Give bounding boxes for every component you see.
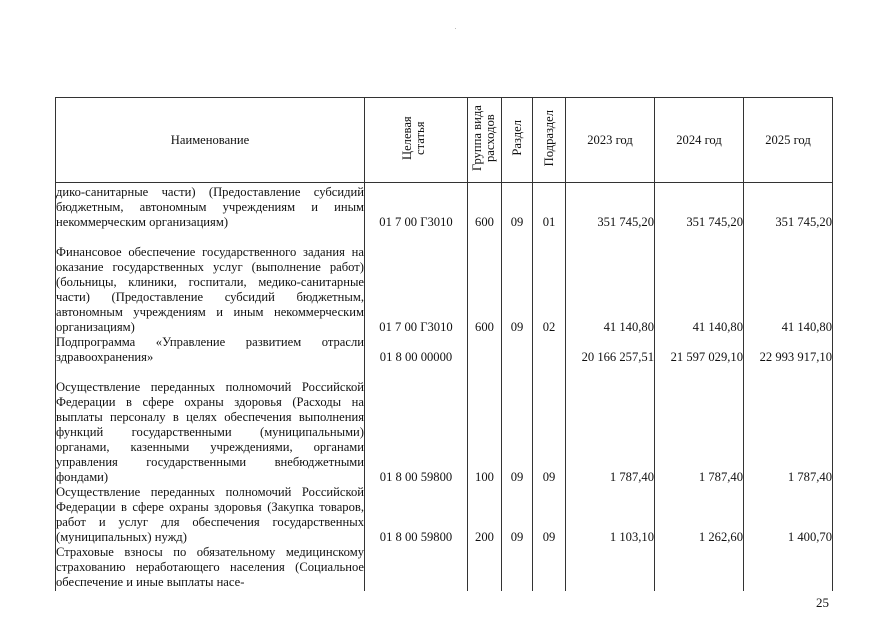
row-section: 09 [502, 365, 533, 485]
row-target-article: 01 8 00 59800 [365, 485, 468, 545]
row-amount-2025: 22 993 917,10 [744, 335, 833, 365]
page-number: 25 [816, 595, 829, 610]
header-subsection: Подраздел [533, 98, 566, 183]
row-subsection [533, 335, 566, 365]
row-target-article: 01 8 00 59800 [365, 365, 468, 485]
header-name: Наименование [56, 98, 365, 183]
row-target-article [365, 545, 468, 591]
row-name: Финансовое обеспечение государственного задания на оказание государственных услуг (выполнение работ) (больницы, клиники, госпитали, медико-санитарные части) (Предоставление субсидий бюджетным, автономным учреждениям и иным некоммерческим организациям) [56, 230, 365, 335]
row-amount-2025: 1 400,70 [744, 485, 833, 545]
row-subsection: 09 [533, 365, 566, 485]
header-section: Раздел [502, 98, 533, 183]
row-amount-2023: 1 787,40 [566, 365, 655, 485]
row-amount-2025 [744, 545, 833, 591]
row-section [502, 335, 533, 365]
header-2024: 2024 год [655, 98, 744, 183]
header-2025: 2025 год [744, 98, 833, 183]
table-row [56, 485, 833, 545]
row-amount-2024: 21 597 029,10 [655, 335, 744, 365]
row-section [502, 545, 533, 591]
row-amount-2023: 41 140,80 [566, 230, 655, 335]
row-amount-2024: 1 787,40 [655, 365, 744, 485]
table-row [56, 335, 833, 365]
row-amount-2025: 41 140,80 [744, 230, 833, 335]
row-expense-group: 600 [468, 230, 502, 335]
row-section: 09 [502, 230, 533, 335]
row-amount-2023: 20 166 257,51 [566, 335, 655, 365]
row-name: Подпрограмма «Управление развитием отрасли здравоохранения» [56, 334, 364, 364]
header-target-article: Целевая статья [365, 98, 468, 183]
row-subsection [533, 545, 566, 591]
row-amount-2024 [655, 545, 744, 591]
row-section: 09 [502, 183, 533, 230]
row-subsection: 01 [533, 183, 566, 230]
row-name: дико-санитарные части) (Предоставление субсидий бюджетным, автономным учреждениям и иным некоммерческим организациям) [56, 184, 364, 229]
row-section: 09 [502, 485, 533, 545]
budget-table [55, 97, 833, 591]
scan-speck [455, 28, 456, 29]
table-row [56, 230, 833, 335]
row-name: Страховые взносы по обязательному медицинскому страхованию неработающего населения (Социальное обеспечение и иные выплаты насе- [56, 544, 364, 589]
row-expense-group: 100 [468, 365, 502, 485]
row-amount-2023 [566, 545, 655, 591]
row-expense-group [468, 335, 502, 365]
row-name: Осуществление переданных полномочий Российской Федерации в сфере охраны здоровья (Закупка товаров, работ и услуг для обеспечения государственных (муниципальных) нужд) [56, 484, 364, 544]
table-row [56, 545, 833, 591]
row-expense-group [468, 545, 502, 591]
row-expense-group: 200 [468, 485, 502, 545]
row-target-article: 01 7 00 Г3010 [365, 230, 468, 335]
row-subsection: 02 [533, 230, 566, 335]
row-amount-2025: 1 787,40 [744, 365, 833, 485]
table-row [56, 183, 833, 230]
table-row [56, 365, 833, 485]
row-target-article: 01 8 00 00000 [365, 335, 468, 365]
row-target-article: 01 7 00 Г3010 [365, 183, 468, 230]
row-amount-2024: 351 745,20 [655, 183, 744, 230]
row-name: Осуществление переданных полномочий Российской Федерации в сфере охраны здоровья (Расходы на выплаты персоналу в целях обеспечения выполнения функций государственными (муниципальными) органами, казенными учреждениями, органами управления государственными внебюджетными фондами) [56, 365, 365, 485]
header-expense-group: Группа вида расходов [468, 98, 502, 183]
row-amount-2023: 351 745,20 [566, 183, 655, 230]
header-2023: 2023 год [566, 98, 655, 183]
header-row [56, 98, 833, 183]
row-amount-2025: 351 745,20 [744, 183, 833, 230]
row-subsection: 09 [533, 485, 566, 545]
row-amount-2024: 1 262,60 [655, 485, 744, 545]
row-expense-group: 600 [468, 183, 502, 230]
row-amount-2023: 1 103,10 [566, 485, 655, 545]
row-amount-2024: 41 140,80 [655, 230, 744, 335]
